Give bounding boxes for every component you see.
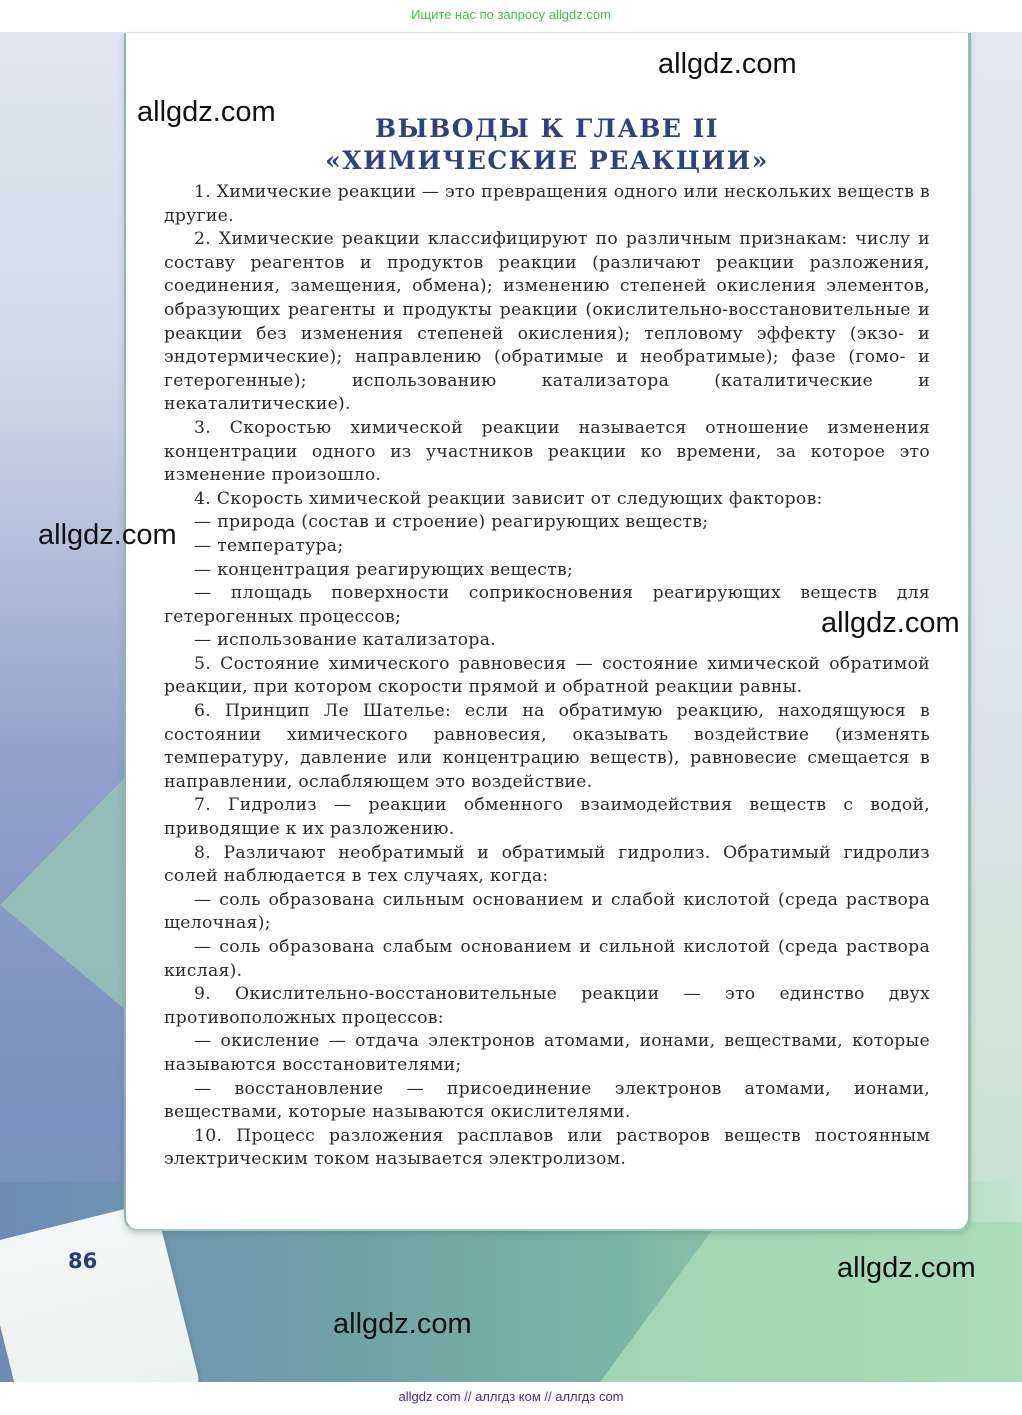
watermark: allgdz.com — [38, 519, 177, 551]
factor-nature: — природа (состав и строение) реагирующих веществ; — [194, 512, 709, 533]
factor-surface-area: — площадь поверхности соприкосновения реагирующих веществ для гетерогенных процессов; — [164, 583, 930, 627]
bottom-banner — [0, 1382, 1022, 1415]
watermark: allgdz.com — [821, 607, 960, 639]
title-line-1: ВЫВОДЫ К ГЛАВЕ II — [374, 114, 719, 143]
summary-item-1: 1. Химические реакции — это превращения одного или нескольких веществ в другие. — [164, 182, 930, 226]
summary-item-3: 3. Скоростью химической реакции называется отношение изменения концентрации одного из участников реакции ко времени, за которое это изменение произошло. — [164, 417, 930, 486]
title-line-2: «ХИМИЧЕСКИЕ РЕАКЦИИ» — [325, 146, 769, 175]
summary-body — [164, 181, 930, 1172]
summary-item-9: 9. Окислительно-восстановительные реакции — это единство двух противоположных процессов: — [164, 984, 930, 1028]
page-number: 86 — [68, 1249, 98, 1273]
redox-reduction: — восстановление — присоединение электронов атомами, ионами, веществами, которые называются окислителями. — [164, 1078, 930, 1123]
redox-oxidation: — окисление — отдача электронов атомами, ионами, веществами, которые называются восстановителями; — [164, 1031, 930, 1075]
summary-item-6: 6. Принцип Ле Шателье: если на обратимую реакцию, находящуюся в состоянии химического равновесия, оказывать воздействие (изменять температуру, давление или концентрацию веществ), равновесие смещается в направлении, ослабляющем это воздействие. — [164, 701, 930, 792]
factor-concentration: — концентрация реагирующих веществ; — [194, 559, 574, 580]
hydrolysis-case-acidic: — соль образована слабым основанием и сильной кислотой (среда раствора кислая). — [164, 937, 930, 981]
factor-temperature: — температура; — [194, 535, 344, 556]
summary-item-2: 2. Химические реакции классифицируют по различным признакам: числу и составу реагентов и продуктов реакции (различают реакции разложения, соединения, замещения, обмена); изменению степеней окисления элементов, образующих реагенты и продукты реакции (окислительно-восстановительные и реакции без изменения степеней окисления); тепловому эффекту (экзо- и эндотермические); направлению (обратимые и необратимые); фазе (гомо- и гетерогенные); использованию катализатора (каталитические и некаталитические). — [164, 229, 930, 415]
factor-catalyst: — использование катализатора. — [194, 630, 497, 651]
summary-item-10: 10. Процесс разложения расплавов или растворов веществ постоянным электрическим током называется электролизом. — [164, 1125, 930, 1170]
watermark: allgdz.com — [333, 1308, 472, 1340]
summary-item-4: 4. Скорость химической реакции зависит от следующих факторов: — [194, 488, 823, 509]
top-banner-text: Ищите нас по запросу allgdz.com — [411, 7, 611, 22]
hydrolysis-case-alkaline: — соль образована сильным основанием и слабой кислотой (среда раствора щелочная); — [164, 889, 930, 934]
top-banner — [0, 0, 1022, 32]
summary-item-5: 5. Состояние химического равновесия — состояние химической обратимой реакции, при котором скорости прямой и обратной реакции равны. — [164, 653, 930, 698]
summary-item-8: 8. Различают необратимый и обратимый гидролиз. Обратимый гидролиз солей наблюдается в тех случаях, когда: — [164, 842, 930, 887]
bottom-banner-text: allgdz com // аллгдз ком // аллгдз com — [398, 1389, 624, 1404]
watermark: allgdz.com — [137, 96, 276, 128]
background-teal-shard — [0, 762, 140, 1022]
watermark: allgdz.com — [837, 1252, 976, 1284]
watermark: allgdz.com — [658, 48, 797, 80]
summary-item-7: 7. Гидролиз — реакции обменного взаимодействия веществ с водой, приводящие к их разложению. — [164, 795, 930, 840]
